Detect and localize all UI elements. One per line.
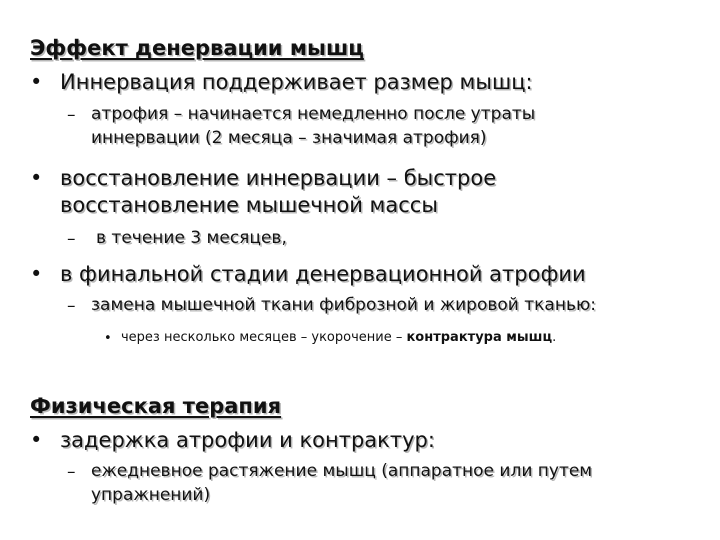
dash-icon: – xyxy=(67,296,76,316)
bullet-icon: • xyxy=(30,70,43,94)
contracture-text-pre: через несколько месяцев – укорочение – xyxy=(121,330,407,345)
section-heading-denervation: Эффект денервации мышц xyxy=(30,36,364,60)
dash-icon: – xyxy=(67,462,76,482)
bullet-final-stage: в финальной стадии денервационной атрофии xyxy=(60,262,586,286)
sub-atrophy-line2: иннервации (2 месяца – значимая атрофия) xyxy=(91,128,487,148)
dash-icon: – xyxy=(67,229,76,249)
bullet-icon: • xyxy=(30,428,43,452)
bullet-reinnervation-line1: восстановление иннервации – быстрое xyxy=(60,166,497,190)
bullet-icon: • xyxy=(30,262,43,286)
bullet-delay-atrophy: задержка атрофии и контрактур: xyxy=(60,428,435,452)
bullet-icon: • xyxy=(30,166,43,190)
contracture-term: контрактура мышц xyxy=(406,330,553,345)
sub-daily-stretching-line2: упражнений) xyxy=(91,485,211,505)
contracture-text-post: . xyxy=(552,330,557,345)
dash-icon: – xyxy=(67,105,76,125)
section-heading-physical-therapy: Физическая терапия xyxy=(30,394,282,418)
bullet-icon: • xyxy=(104,331,112,346)
subsub-contracture xyxy=(121,331,556,346)
bullet-innervation: Иннервация поддерживает размер мышц: xyxy=(60,70,533,94)
sub-three-months: в течение 3 месяцев, xyxy=(96,228,287,248)
sub-fibrous-replacement: замена мышечной ткани фиброзной и жировой тканью: xyxy=(91,295,597,315)
sub-atrophy-line1: атрофия – начинается немедленно после утраты xyxy=(91,104,536,124)
sub-daily-stretching-line1: ежедневное растяжение мышц (аппаратное или путем xyxy=(91,461,593,481)
bullet-reinnervation-line2: восстановление мышечной массы xyxy=(60,193,438,217)
